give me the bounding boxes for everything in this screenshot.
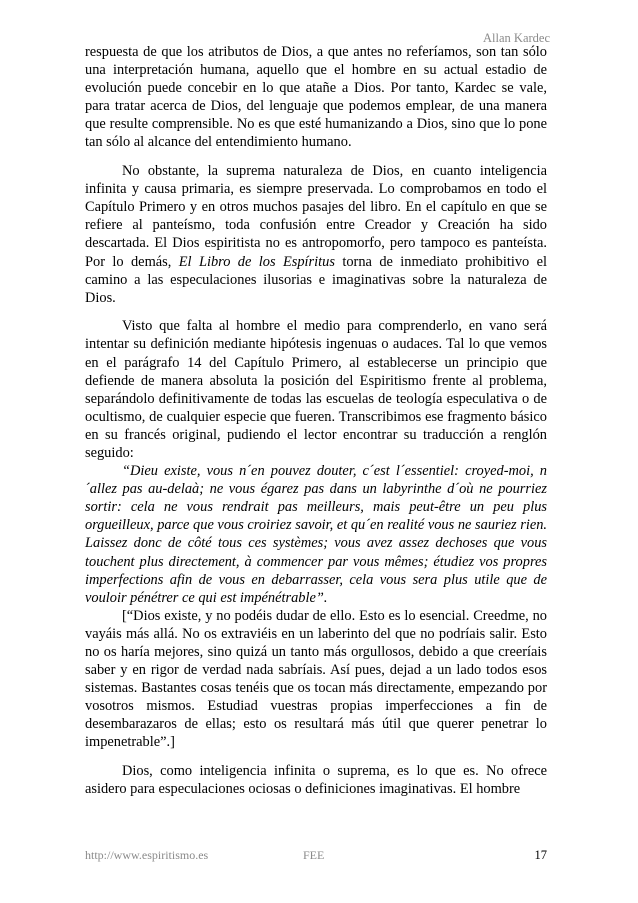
header-author: Allan Kardec <box>483 31 550 45</box>
paragraph-3-text: Visto que falta al hombre el medio para comprenderlo, en vano será intentar su definición mediante hipótesis ingenuas o audaces. Tal lo que vemos en el parágrafo 14 del Capítulo Primero, al establecerse un principio que defiende de manera absoluta la posición del Espiritismo frente al problema, separándolo definitivamente de todas las escuelas de teología especulativa o de ocultismo, de cualquier especie que fueren. Transcribimos ese fragmento básico en su francés original, pudiendo el lector encontrar su traducción a renglón seguido: <box>85 318 547 461</box>
paragraph-6-text: Dios, como inteligencia infinita o suprema, es lo que es. No ofrece asidero para especulaciones ociosas o definiciones imaginativas. El hombre <box>85 763 547 798</box>
paragraph-2-text-b: torna de inmediato prohibitivo el camino a las especulaciones ilusorias e imaginativas sobre la naturaleza de Dios. <box>85 253 547 306</box>
page-footer <box>85 848 547 864</box>
body-text <box>85 43 547 798</box>
paragraph-2-text-a: No obstante, la suprema naturaleza de Dios, en cuanto inteligencia infinita y causa primaria, es siempre preservada. Lo comprobamos en todo el Capítulo Primero y en otros muchos pasajes del libro. En el capítulo en que se refiere al panteísmo, toda confusión entre Creador y Creación ha sido descartada. El Dios espiritista no es antropomorfo, pero tampoco es panteísta. Por lo demás, <box>85 163 547 270</box>
footer-url: http://www.espiritismo.es <box>85 848 209 862</box>
spanish-translation <box>85 607 547 752</box>
paragraph-1 <box>85 43 547 152</box>
footer-publisher: FEE <box>303 848 325 862</box>
book-title: El Libro de los Espíritus <box>178 253 335 270</box>
paragraph-2 <box>85 162 547 307</box>
spanish-translation-text: [“Dios existe, y no podéis dudar de ello. Esto es lo esencial. Creedme, no vayáis más allá. No os extraviéis en un laberinto del que no podríais salir. Esto no os haría mejores, sino quizá un tanto más orgullosos, debido a que creeríais saber y en rigor de verdad nada sabríais. Así pues, dejad a un lado todos esos sistemas. Bastantes cosas tenéis que os tocan más directamente, empezando por vosotros mismos. Estudiad vuestras propias imperfecciones a fin de desembarazaros de ellas; esto os resultará más útil que querer penetrar lo impenetrable”.] <box>85 607 547 751</box>
paragraph-1-text: respuesta de que los atributos de Dios, a que antes no referíamos, son tan sólo una interpretación humana, aquello que el hombre en su actual estadio de evolución puede concebir en lo que atañe a Dios. Por tanto, Kardec se vale, para tratar acerca de Dios, del lenguaje que podemos emplear, de una manera que resulte comprensible. No es que esté humanizando a Dios, sino que lo pone tan sólo al alcance del entendimiento humano. <box>85 44 547 151</box>
french-quote <box>85 462 547 607</box>
paragraph-6 <box>85 762 547 798</box>
french-quote-text: “Dieu existe, vous n´en pouvez douter, c´est l´essentiel: croyed-moi, n´allez pas au-delaà; ne vous égarez pas dans un labyrinthe d´où ne pourriez sortir: cela ne vous rendrait pas meilleurs, mais peut-être un peu plus orgueilleux, parce que vous croiriez savoir, et qu´en realité vous ne sauriez rien. Laissez donc de côté tous ces systèmes; vous avez assez dechoses que vous touchent plus directement, à commencer par vous mêmes; étudiez vos propres imperfections afin de vous en debarrasser, cela vous sera plus utile que de vouloir pénétrer ce qui est impénétrable”. <box>85 463 547 606</box>
paragraph-3 <box>85 317 547 462</box>
page-number: 17 <box>534 848 547 862</box>
